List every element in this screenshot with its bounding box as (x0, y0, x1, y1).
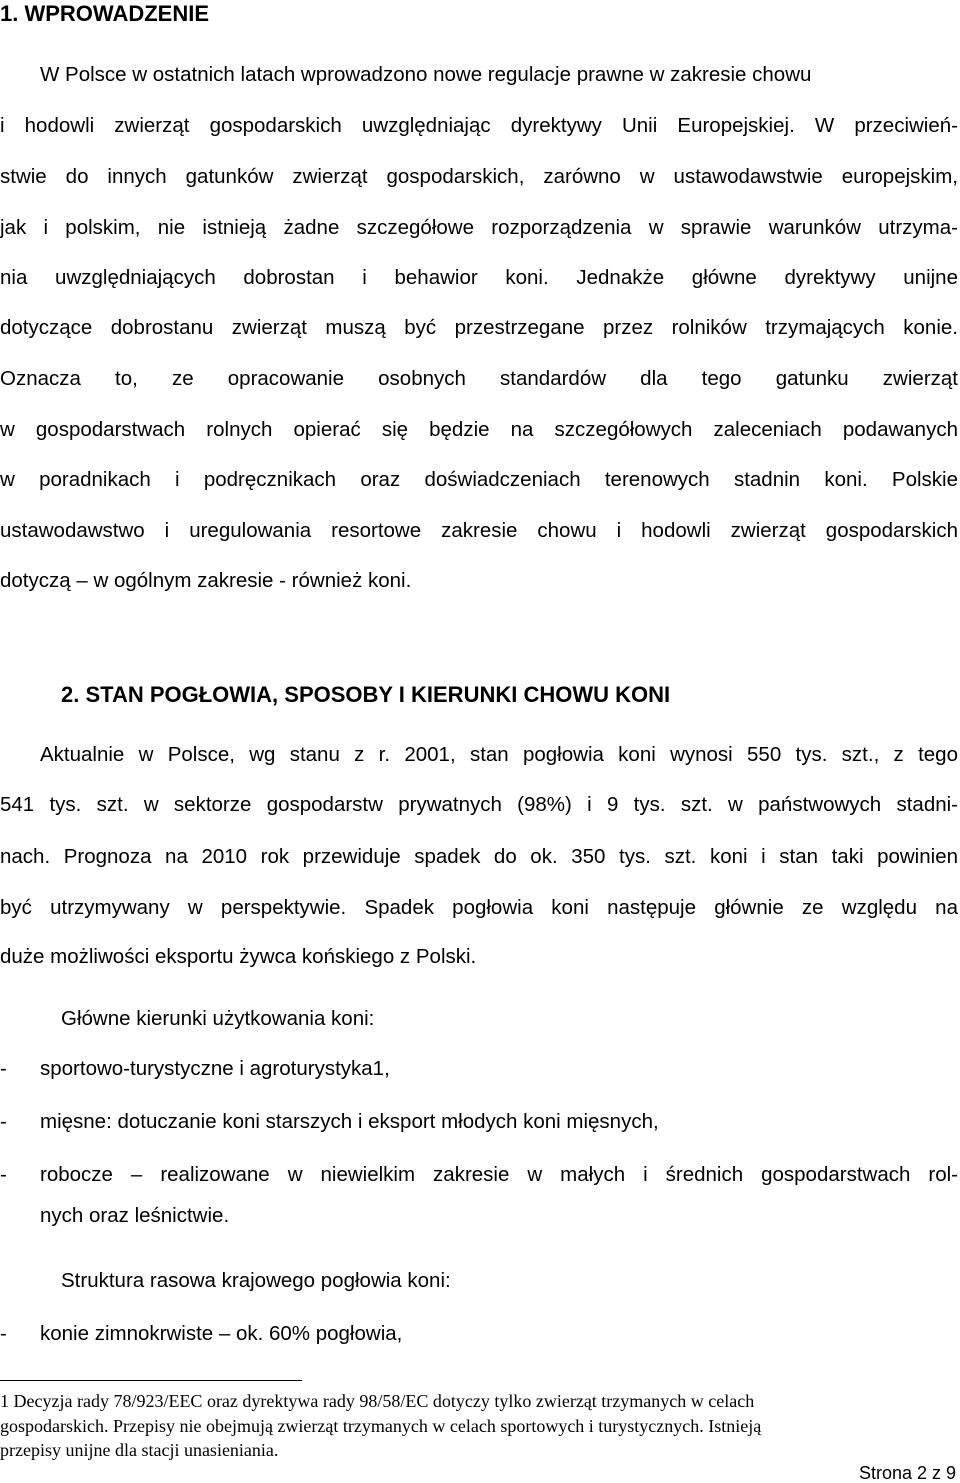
paragraph-line: i hodowli zwierząt gospodarskich uwzględniając dyrektywy Unii Europejskiej. W przeciwień- (0, 114, 958, 137)
paragraph-line: dotyczące dobrostanu zwierząt muszą być przestrzegane przez rolników trzymających konie. (0, 316, 958, 339)
footnote-line: przepisy unijne dla stacji unasieniania. (0, 1440, 279, 1460)
section-heading-horse-population: 2. STAN POGŁOWIA, SPOSOBY I KIERUNKI CHOWU KONI (61, 682, 671, 707)
page-number: Strona 2 z 9 (858, 1463, 956, 1483)
footnote-separator (0, 1380, 302, 1381)
paragraph-line: w poradnikach i podręcznikach oraz doświadczeniach terenowych stadnin koni. Polskie (0, 468, 958, 491)
paragraph-line: Oznacza to, ze opracowanie osobnych standardów dla tego gatunku zwierząt (0, 367, 958, 390)
list-item-dash: - (0, 1322, 7, 1345)
paragraph-line: W Polsce w ostatnich latach wprowadzono nowe regulacje prawne w zakresie chowu (40, 63, 812, 86)
paragraph-line: Aktualnie w Polsce, wg stanu z r. 2001, stan pogłowia koni wynosi 550 tys. szt., z tego (40, 743, 958, 766)
paragraph-line: być utrzymywany w perspektywie. Spadek pogłowia koni następuje głównie ze względu na (0, 896, 958, 919)
paragraph-line: 541 tys. szt. w sektorze gospodarstw prywatnych (98%) i 9 tys. szt. w państwowych stadni- (0, 793, 958, 816)
paragraph-line: dotyczą – w ogólnym zakresie - również koni. (0, 569, 412, 592)
directions-label: Główne kierunki użytkowania koni: (61, 1007, 375, 1030)
paragraph-line: ustawodawstwo i uregulowania resortowe zakresie chowu i hodowli zwierząt gospodarskich (0, 519, 958, 542)
section-heading-introduction: 1. WPROWADZENIE (0, 1, 210, 26)
paragraph-line: nach. Prognoza na 2010 rok przewiduje spadek do ok. 350 tys. szt. koni i stan taki powinien (0, 845, 958, 868)
list-item: sportowo-turystyczne i agroturystyka1, (40, 1057, 390, 1080)
paragraph-line: nia uwzględniających dobrostan i behawior koni. Jednakże główne dyrektywy unijne (0, 266, 958, 289)
list-item: mięsne: dotuczanie koni starszych i eksport młodych koni mięsnych, (40, 1110, 659, 1133)
list-item-dash: - (0, 1163, 7, 1186)
structure-label: Struktura rasowa krajowego pogłowia koni: (61, 1269, 451, 1292)
list-item-dash: - (0, 1110, 7, 1133)
paragraph-line: jak i polskim, nie istnieją żadne szczegółowe rozporządzenia w sprawie warunków utrzyma- (0, 216, 958, 239)
footnote-line: gospodarskich. Przepisy nie obejmują zwierząt trzymanych w celach sportowych i turystycznych. Istnieją (0, 1416, 762, 1436)
list-item-dash: - (0, 1057, 7, 1080)
paragraph-line: stwie do innych gatunków zwierząt gospodarskich, zarówno w ustawodawstwie europejskim, (0, 165, 958, 188)
list-item: konie zimnokrwiste – ok. 60% pogłowia, (40, 1322, 403, 1345)
list-item: robocze – realizowane w niewielkim zakresie w małych i średnich gospodarstwach rol- (40, 1163, 958, 1186)
footnote-line: 1 Decyzja rady 78/923/EEC oraz dyrektywa rady 98/58/EC dotyczy tylko zwierząt trzymanych w celach (0, 1391, 755, 1411)
paragraph-line: duże możliwości eksportu żywca końskiego z Polski. (0, 945, 477, 968)
paragraph-line: w gospodarstwach rolnych opierać się będzie na szczegółowych zaleceniach podawanych (0, 418, 958, 441)
list-item-continuation: nych oraz leśnictwie. (40, 1204, 230, 1227)
